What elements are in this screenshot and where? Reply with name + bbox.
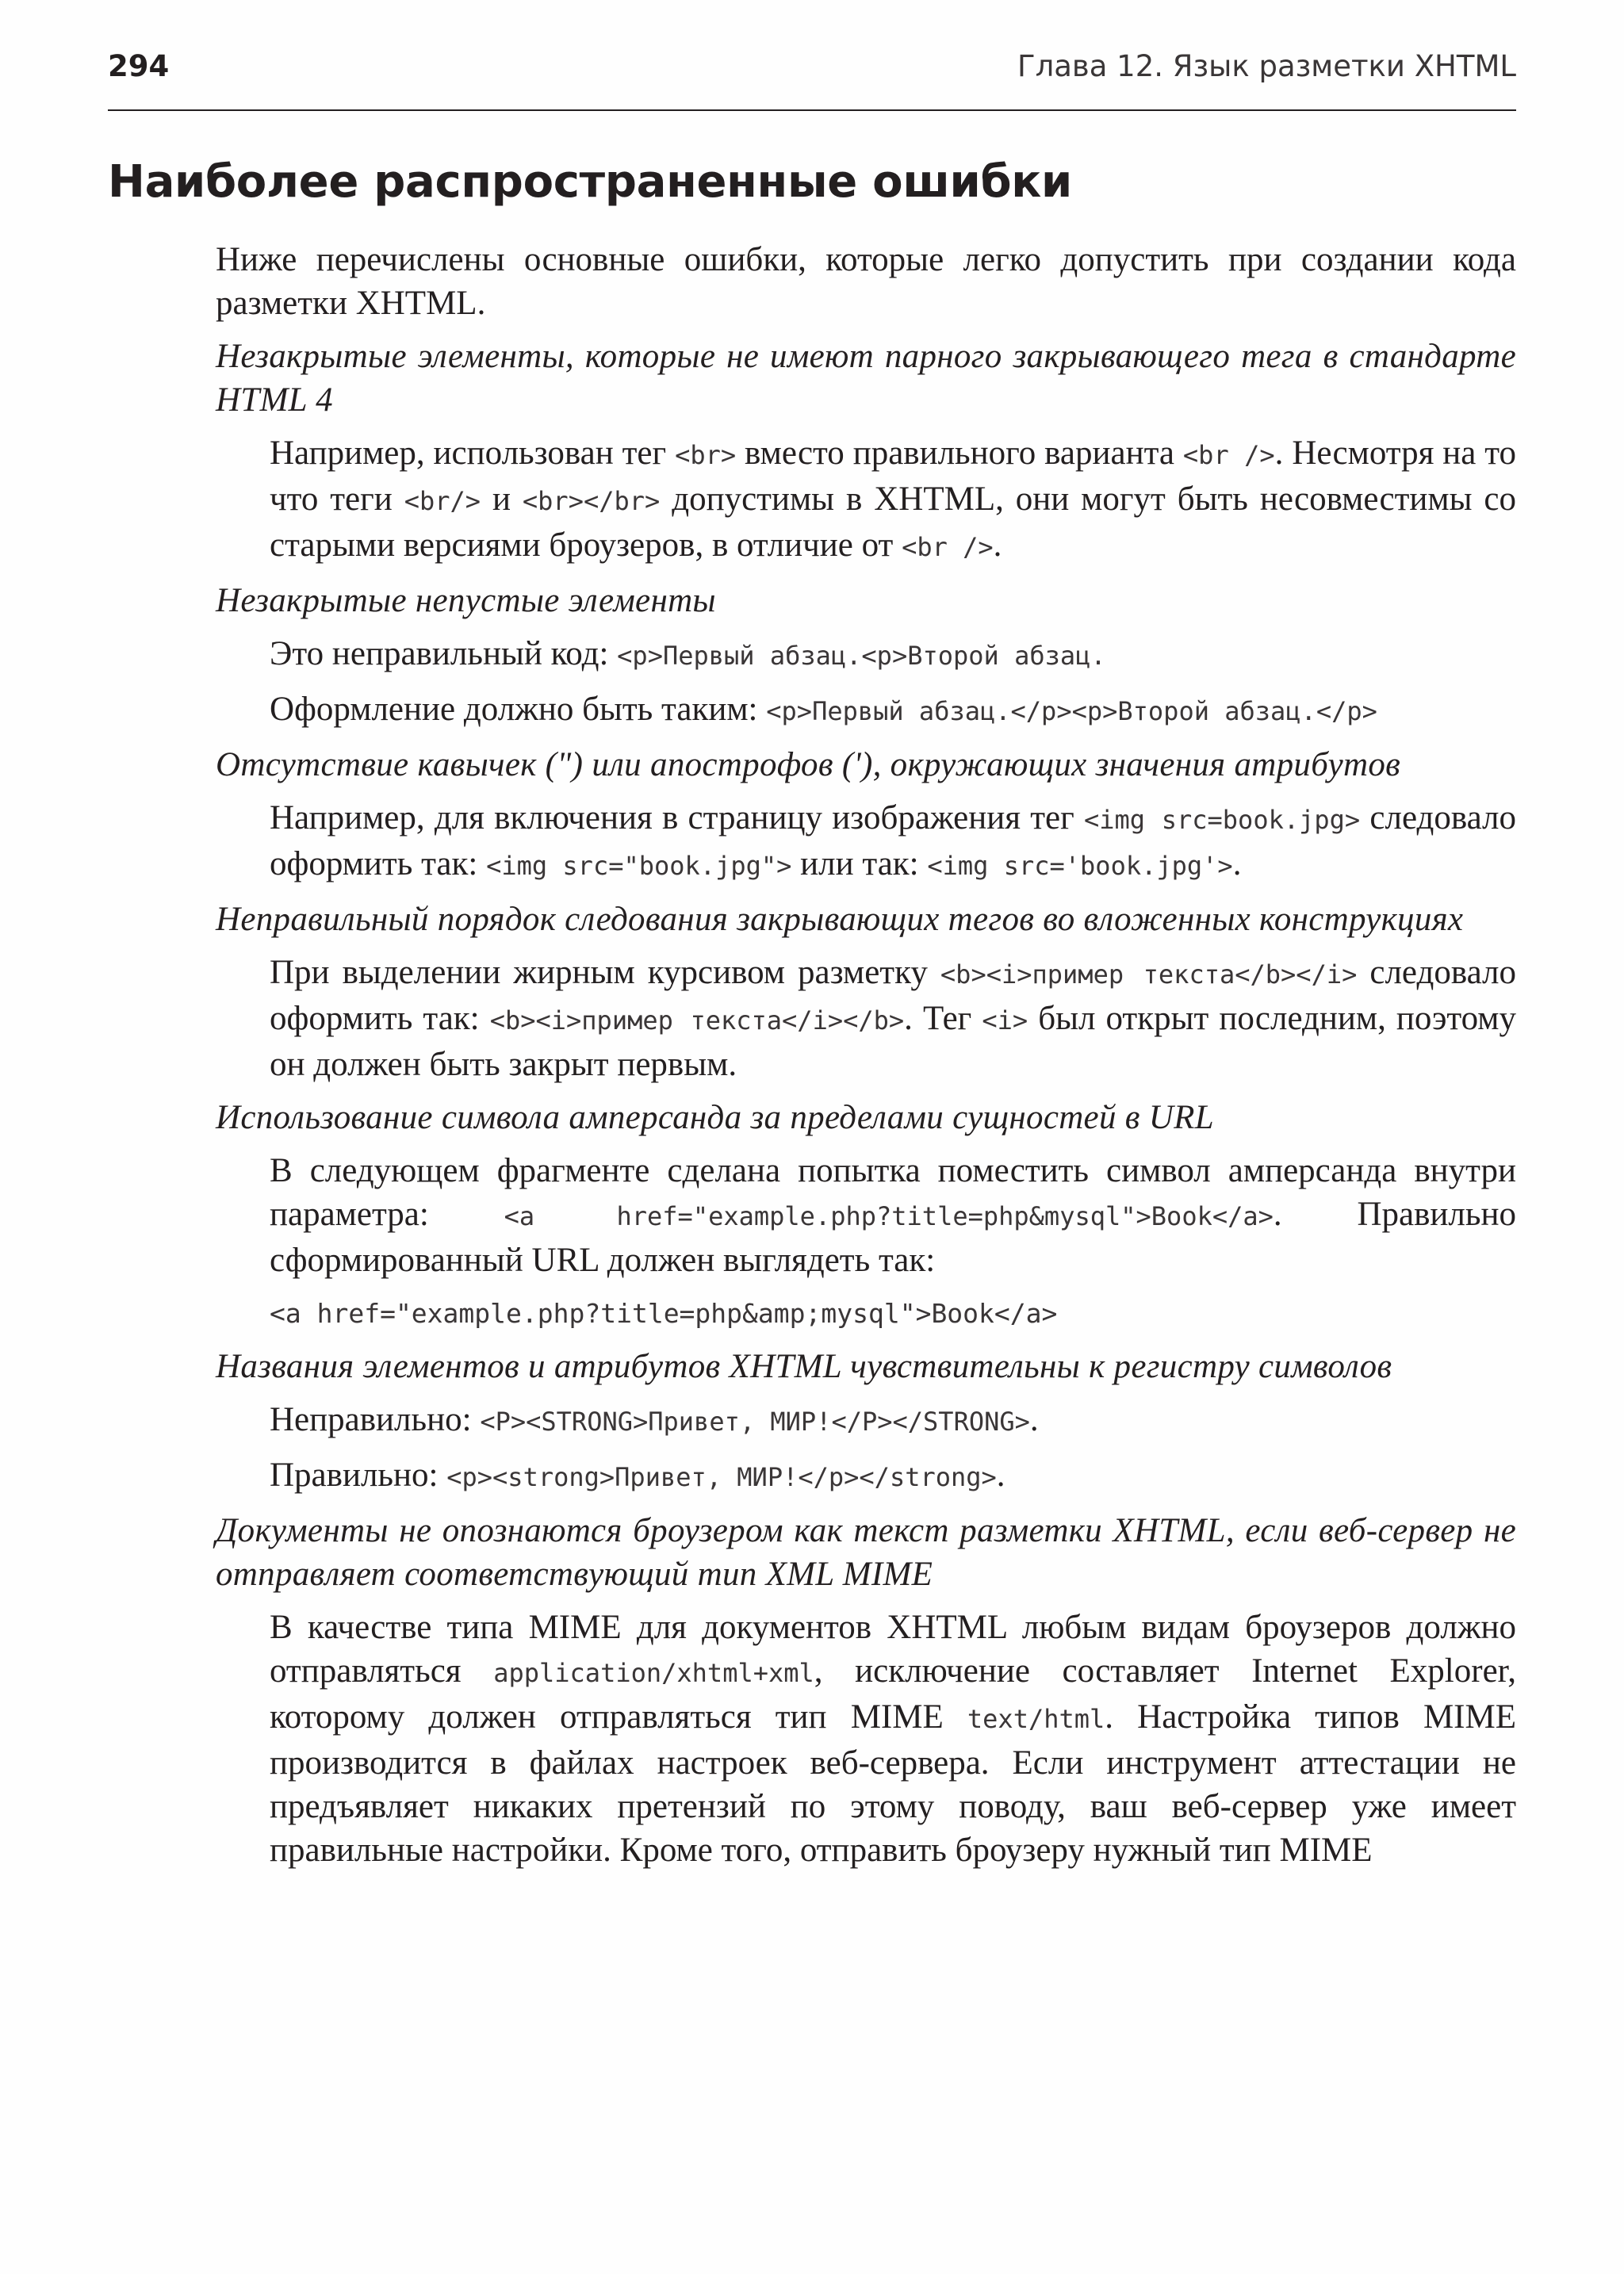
section-title: Наиболее распространенные ошибки [108,156,1072,208]
error-description: При выделении жирным курсивом разметку <b><i>пример текста</b></i> следовало оформить так: <b><i>пример текста</i></b>. Тег <i> был открыт последним, поэтому он должен быть закрыт первым. [270,954,1517,1083]
intro-paragraph: Ниже перечислены основные ошибки, которые легко допустить при создании кода разметки XHTML. [216,241,1516,322]
wrong-code-line: Это неправильный код: <p>Первый абзац.<p>Второй абзац. [270,635,1106,672]
error-description: Например, использован тег <br> вместо правильного варианта <br />. Несмотря на то что теги <br/> и <br></br> допустимы в XHTML, они могут быть несовместимы со старыми версиями броузеров, в отличие от <br />. [270,435,1517,564]
page-number: 294 [108,49,170,83]
error-description: В качестве типа MIME для документов XHTML любым видам броузеров должно отправляться application/xhtml+xml, исключение составляет Internet Explorer, которому должен отправляться тип MIME text/html. Настройка типов MIME производится в файлах настроек веб-сервера. Если инструмент аттестации не предъявляет никаких претензий по этому поводу, ваш веб-сервер уже имеет правильные настройки. Кроме того, отправить броузеру нужный тип MIME [270,1609,1516,1869]
error-description: В следующем фрагменте сделана попытка поместить символ амперсанда внутри параметра: <a href="example.php?title=php&mysql">Book</a>. Правильно сформированный URL должен выглядеть так: [270,1152,1517,1279]
error-title: Документы не опознаются броузером как текст разметки XHTML, если веб-сервер не отправляет соответствующий тип XML MIME [216,1512,1516,1593]
code-example: <a href="example.php?title=php&amp;mysql">Book</a> [270,1298,1058,1329]
error-title: Незакрытые непустые элементы [216,582,716,619]
error-title: Неправильный порядок следования закрывающих тегов во вложенных конструкциях [216,901,1464,938]
page-header [108,46,1516,111]
correct-code-line: Оформление должно быть таким: <p>Первый абзац.</p><p>Второй абзац.</p> [270,691,1377,728]
correct-code-line: Правильно: <p><strong>Привет, МИР!</p></strong>. [270,1457,1005,1494]
running-head: Глава 12. Язык разметки XHTML [1017,49,1516,83]
error-title: Использование символа амперсанда за пределами сущностей в URL [216,1099,1214,1136]
error-title: Незакрытые элементы, которые не имеют парного закрывающего тега в стандарте HTML 4 [216,338,1516,419]
wrong-code-line: Неправильно: <P><STRONG>Привет, МИР!</P></STRONG>. [270,1401,1039,1438]
error-description: Например, для включения в страницу изображения тег <img src=book.jpg> следовало оформить так: <img src="book.jpg"> или так: <img src='book.jpg'>. [270,799,1516,882]
error-title: Отсутствие кавычек (") или апострофов ('), окружающих значения атрибутов [216,746,1401,783]
section-body [216,238,1516,1882]
error-title: Названия элементов и атрибутов XHTML чувствительны к регистру символов [216,1348,1392,1385]
